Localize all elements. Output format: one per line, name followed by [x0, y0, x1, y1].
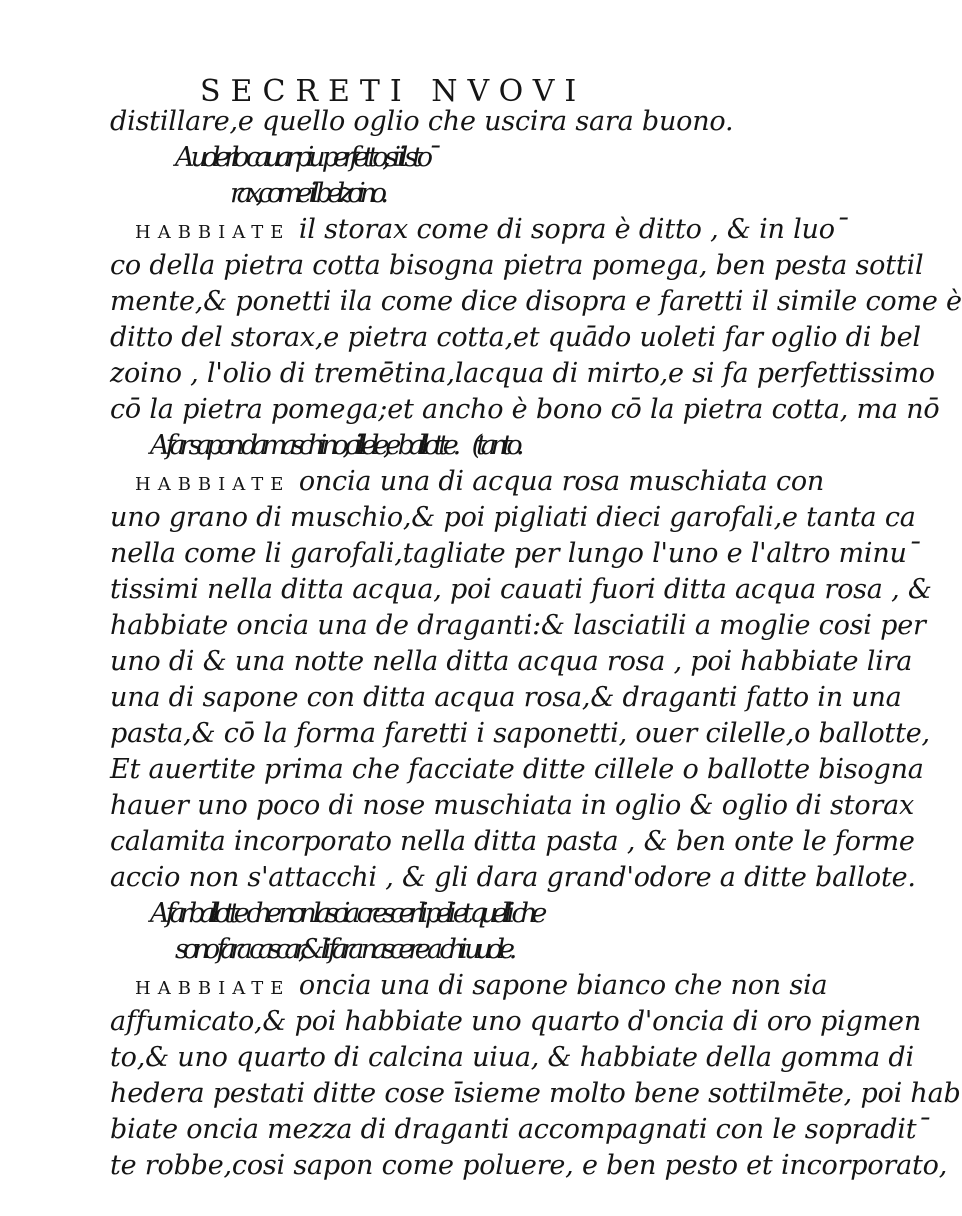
text-line: Et auertite prima che facciate ditte cillele o ballotte bisogna	[110, 754, 924, 785]
text-line: calamita incorporato nella ditta pasta , & ben onte le forme	[110, 826, 915, 857]
text-line: pasta,& cō la forma faretti i saponetti, ouer cilelle,o ballotte,	[110, 718, 930, 749]
section-heading: A uolerlo cauar piu perfetto,si il stoˉ	[175, 142, 435, 173]
text-line: te robbe,cosi sapon come poluere, e ben pesto et incorporato,	[110, 1150, 948, 1181]
text-line: habbiate oncia una de draganti:& lasciatili a moglie cosi per	[110, 610, 926, 641]
paragraph-lead: HABBIATE	[135, 978, 291, 999]
section-heading: sono fara cascar,& li fara nascere a chi uuole.	[175, 934, 512, 965]
text-span: oncia una di sapone bianco che non sia	[298, 970, 828, 1001]
text-line: biate oncia mezza di draganti accompagnati con le sopraditˉ	[110, 1114, 930, 1145]
text-line: co della pietra cotta bisogna pietra pomega, ben pesta sottil	[110, 250, 924, 281]
text-line: zoino , l'olio di tremētina,lacqua di mirto,e si fa perfettissimo	[110, 358, 935, 389]
paragraph-lead: HABBIATE	[135, 474, 291, 495]
text-line: ditto del storax,e pietra cotta,et quādo uoleti far oglio di bel	[110, 322, 921, 353]
text-line: distillare,e quello oglio che uscira sara buono.	[110, 106, 734, 137]
text-line: nella come li garofali,tagliate per lungo l'uno e l'altro minuˉ	[110, 538, 921, 569]
text-line: una di sapone con ditta acqua rosa,& draganti fatto in una	[110, 682, 902, 713]
section-heading: rax,come il belzoino.	[230, 178, 383, 209]
text-line: accio non s'attacchi , & gli dara grand'odore a ditte ballote.	[110, 862, 916, 893]
text-line: to,& uno quarto di calcina uiua, & habbiate della gomma di	[110, 1042, 914, 1073]
section-heading: A far sapon damaschino,cillele,e ballotte. (tanto.	[150, 430, 519, 461]
text-line: cō la pietra pomega;et ancho è bono cō la pietra cotta, ma nō	[110, 394, 940, 425]
text-span: oncia una di acqua rosa muschiata con	[298, 466, 825, 497]
text-line: uno di & una notte nella ditta acqua rosa , poi habbiate lira	[110, 646, 913, 677]
text-line	[135, 464, 825, 503]
section-heading: A far ballotte che non lascia crescer li peli et quelli che	[150, 898, 542, 929]
text-span: il storax come di sopra è ditto , & in luoˉ	[298, 214, 849, 245]
text-line: mente,& ponetti ila come dice disopra e faretti il simile come è	[110, 286, 962, 317]
text-line: uno grano di muschio,& poi pigliati dieci garofali,e tanta ca	[110, 502, 916, 533]
text-line	[135, 968, 828, 1007]
text-line: hauer uno poco di nose muschiata in oglio & oglio di storax	[110, 790, 915, 821]
paragraph-lead: HABBIATE	[135, 222, 291, 243]
text-line: tissimi nella ditta acqua, poi cauati fuori ditta acqua rosa , &	[110, 574, 932, 605]
text-line	[135, 212, 849, 251]
text-line: affumicato,& poi habbiate uno quarto d'oncia di oro pigmen	[110, 1006, 922, 1037]
running-header: SECRETI NVOVI	[200, 74, 587, 109]
text-line: hedera pestati ditte cose īsieme molto bene sottilmēte, poi hab	[110, 1078, 961, 1109]
